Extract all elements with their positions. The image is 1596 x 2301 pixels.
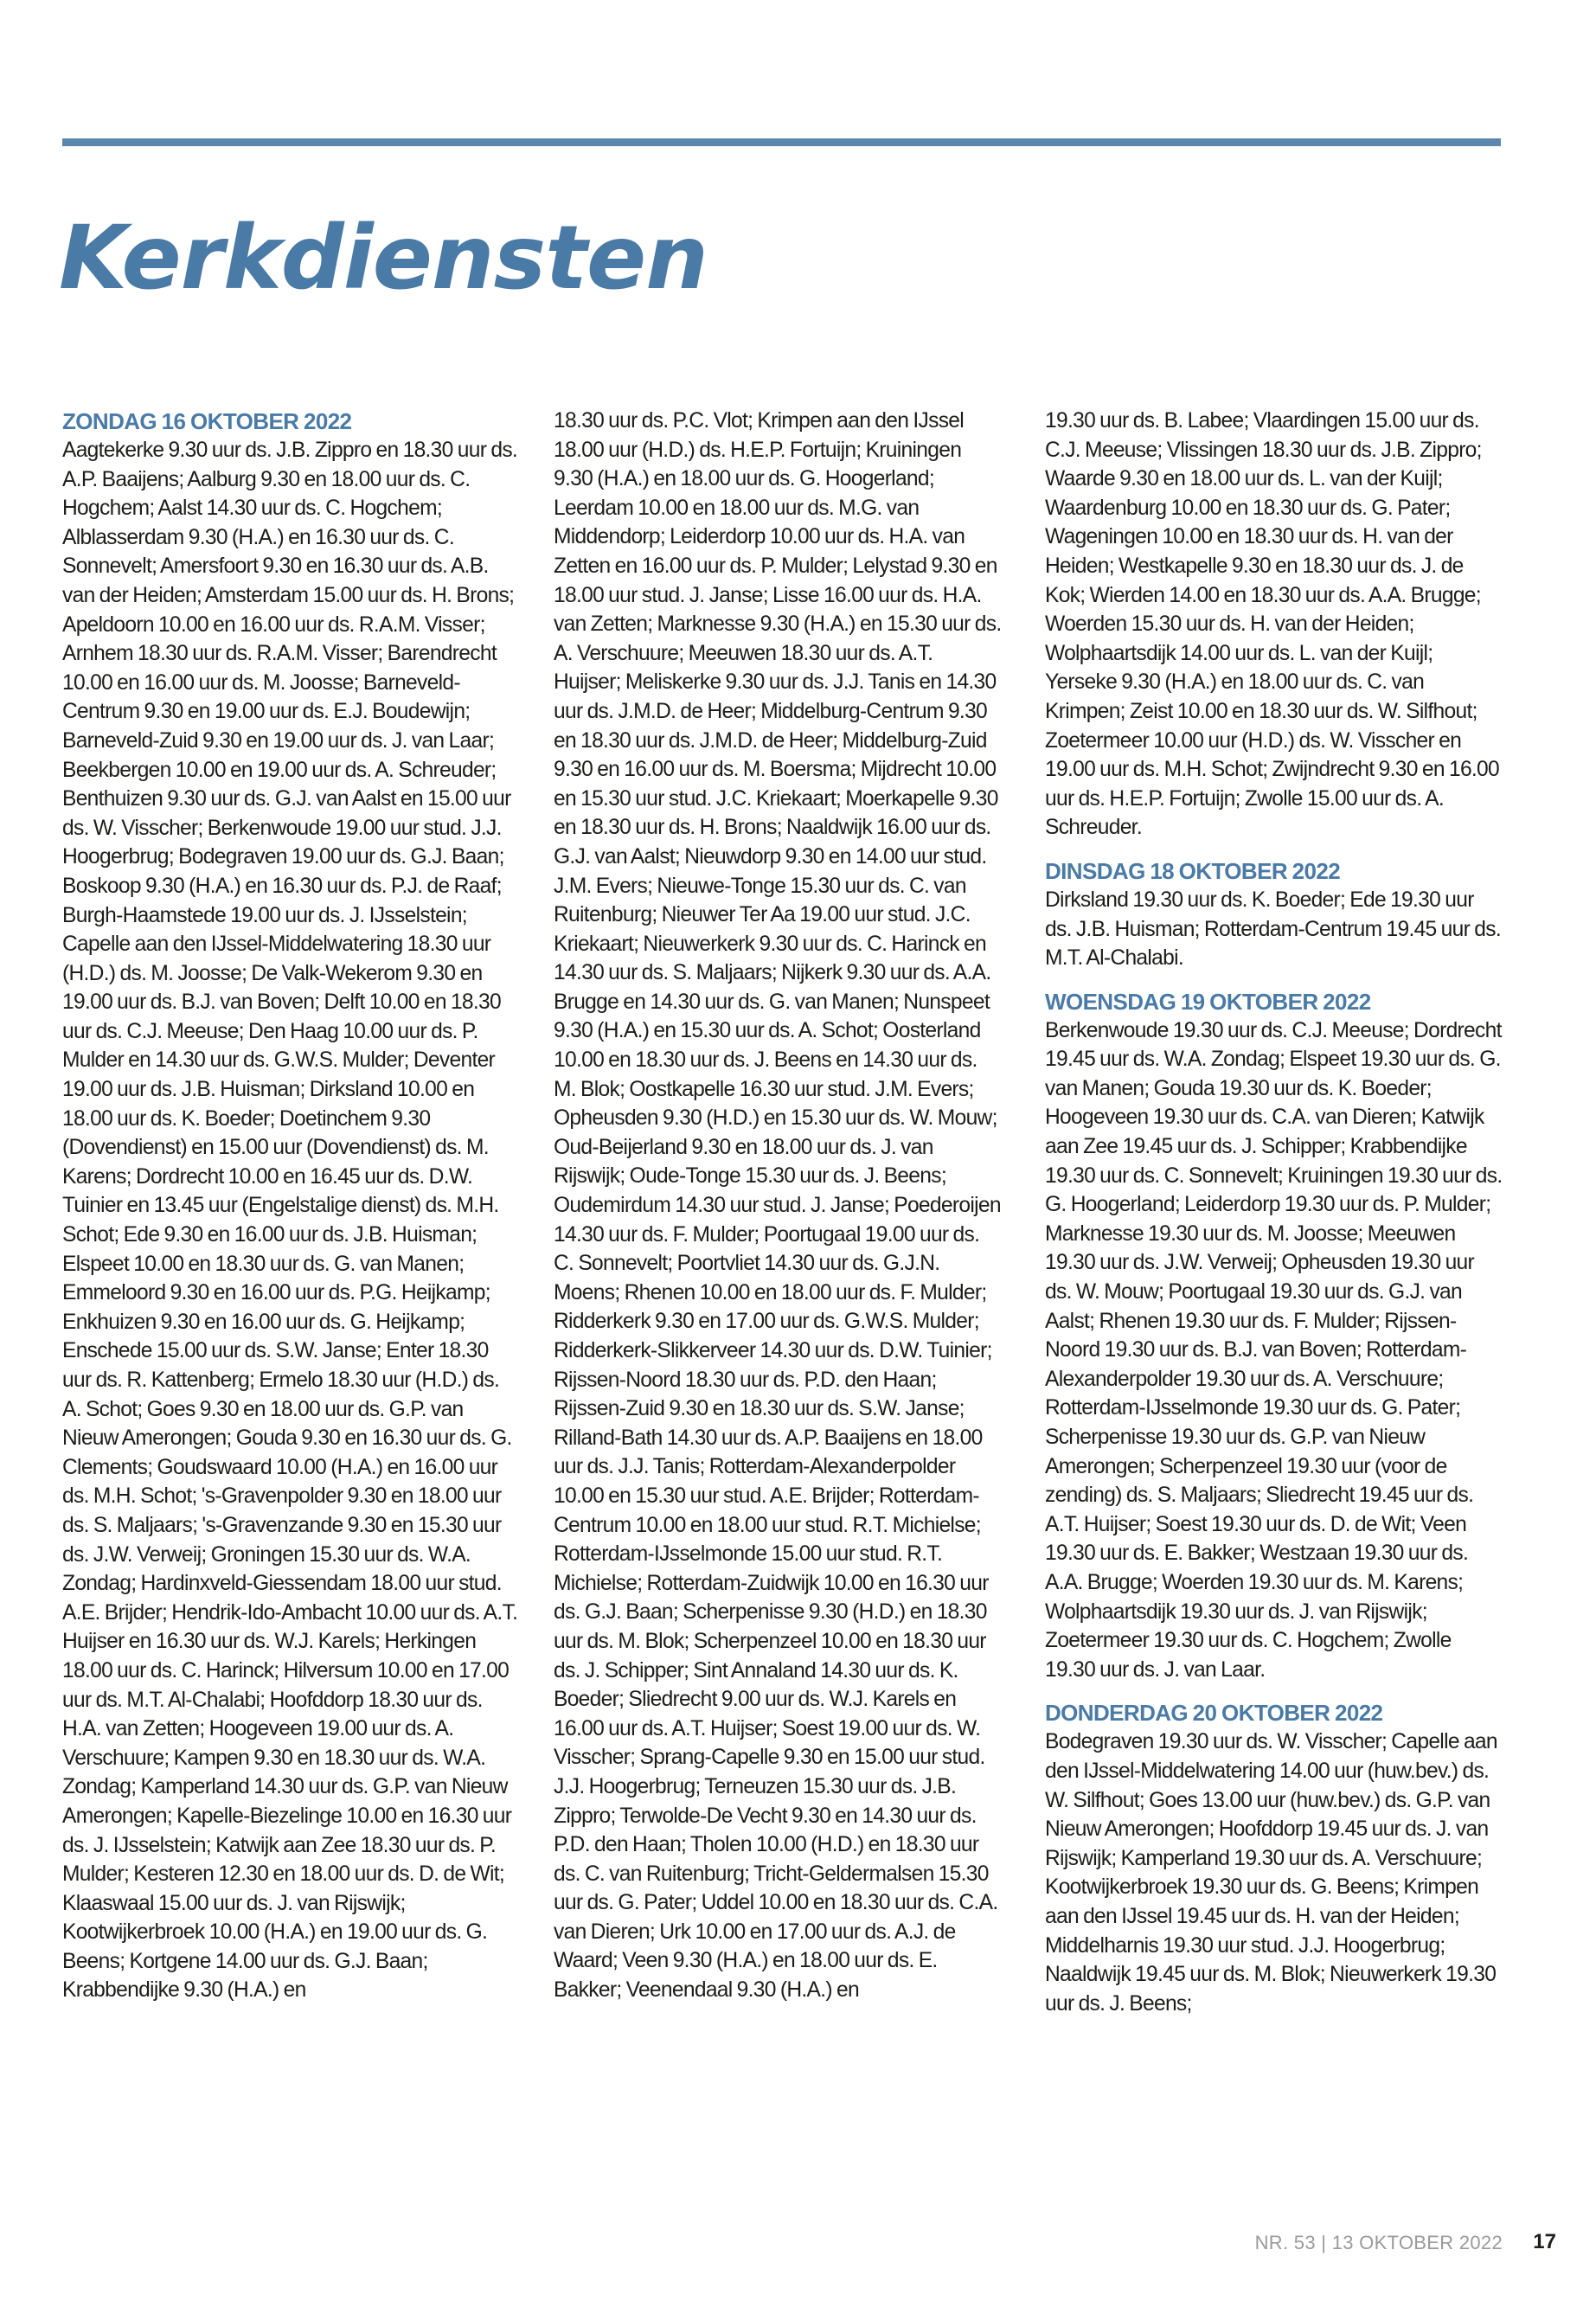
day-heading: WOENSDAG 19 OKTOBER 2022 <box>1045 988 1371 1015</box>
column-1 <box>62 407 521 2005</box>
day-heading: ZONDAG 16 OKTOBER 2022 <box>62 408 352 434</box>
service-list: 19.30 uur ds. B. Labee; Vlaardingen 15.00 uur ds. C.J. Meeuse; Vlissingen 18.30 uur ds. J.B. Zippro; Waarde 9.30 en 18.00 uur ds. L. van der Kuijl; Waardenburg 10.00 en 18.30 uur ds. G. Pater; Wageningen 10.00 en 18.30 uur ds. H. van der Heiden; Westkapelle 9.30 en 18.30 uur ds. J. de Kok; Wierden 14.00 en 18.30 uur ds. A.A. Brugge; Woerden 15.30 uur ds. H. van der Heiden; Wolphaartsdijk 14.00 uur ds. L. van der Kuijl; Yerseke 9.30 (H.A.) en 18.00 uur ds. C. van Krimpen; Zeist 10.00 en 18.30 uur ds. W. Silfhout; Zoetermeer 10.00 uur (H.D.) ds. W. Visscher en 19.00 uur ds. M.H. Schot; Zwijndrecht 9.30 en 16.00 uur ds. H.E.P. Fortuijn; Zwolle 15.00 uur ds. A. Schreuder. <box>1045 409 1500 840</box>
service-list: 18.30 uur ds. P.C. Vlot; Krimpen aan den IJssel 18.00 uur (H.D.) ds. H.E.P. Fortuijn; Kruiningen 9.30 (H.A.) en 18.00 uur ds. G. Hoogerland; Leerdam 10.00 en 18.00 uur ds. M.G. van Middendorp; Leiderdorp 10.00 uur ds. H.A. van Zetten en 16.00 uur ds. P. Mulder; Lelystad 9.30 en 18.00 uur stud. J. Janse; Lisse 16.00 uur ds. H.A. van Zetten; Marknesse 9.30 (H.A.) en 15.30 uur ds. A. Verschuure; Meeuwen 18.30 uur ds. A.T. Huijser; Meliskerke 9.30 uur ds. J.J. Tanis en 14.30 uur ds. J.M.D. de Heer; Middelburg-Centrum 9.30 en 18.30 uur ds. J.M.D. de Heer; Middelburg-Zuid 9.30 en 16.00 uur ds. M. Boersma; Mijdrecht 10.00 en 15.30 uur stud. J.C. Kriekaart; Moerkapelle 9.30 en 18.30 uur ds. H. Brons; Naaldwijk 16.00 uur ds. G.J. van Aalst; Nieuwdorp 9.30 en 14.00 uur stud. J.M. Evers; Nieuwe-Tonge 15.30 uur ds. C. van Ruitenburg; Nieuwer Ter Aa 19.00 uur stud. J.C. Kriekaart; Nieuwerkerk 9.30 uur ds. C. Harinck en 14.30 uur ds. S. Maljaars; Nijkerk 9.30 uur ds. A.A. Brugge en 14.30 uur ds. G. van Manen; Nunspeet 9.30 (H.A.) en 15.30 uur ds. A. Schot; Oosterland 10.00 en 18.30 uur ds. J. Beens en 14.30 uur ds. M. Blok; Oostkapelle 16.30 uur stud. J.M. Evers; Opheusden 9.30 (H.D.) en 15.30 uur ds. W. Mouw; Oud-Beijerland 9.30 en 18.00 uur ds. J. van Rijswijk; Oude-Tonge 15.30 uur ds. J. Beens; Oudemirdum 14.30 uur stud. J. Janse; Poederoijen 14.30 uur ds. F. Mulder; Poortugaal 19.00 uur ds. C. Sonnevelt; Poortvliet 14.30 uur ds. G.J.N. Moens; Rhenen 10.00 en 18.00 uur ds. F. Mulder; Ridderkerk 9.30 en 17.00 uur ds. G.W.S. Mulder; Ridderkerk-Slikkerveer 14.30 uur ds. D.W. Tuinier; Rijssen-Noord 18.30 uur ds. P.D. den Haan; Rijssen-Zuid 9.30 en 18.30 uur ds. S.W. Janse; Rilland-Bath 14.30 uur ds. A.P. Baaijens en 18.00 uur ds. J.J. Tanis; Rotterdam-Alexanderpolder 10.00 en 15.30 uur stud. A.E. Brijder; Rotterdam-Centrum 10.00 en 18.00 uur stud. R.T. Michielse; Rotterdam-IJsselmonde 15.00 uur stud. R.T. Michielse; Rotterdam-Zuidwijk 10.00 en 16.30 uur ds. G.J. Baan; Scherpenisse 9.30 (H.D.) en 18.30 uur ds. M. Blok; Scherpenzeel 10.00 en 18.30 uur ds. J. Schipper; Sint Annaland 14.30 uur ds. K. Boeder; Sliedrecht 9.00 uur ds. W.J. Karels en 16.00 uur ds. A.T. Huijser; Soest 19.00 uur ds. W. Visscher; Sprang-Capelle 9.30 en 15.00 uur stud. J.J. Hoogerbrug; Terneuzen 15.30 uur ds. J.B. Zippro; Terwolde-De Vecht 9.30 en 14.30 uur ds. P.D. den Haan; Tholen 10.00 (H.D.) en 18.30 uur ds. C. van Ruitenburg; Tricht-Geldermalsen 15.30 uur ds. G. Pater; Uddel 10.00 en 18.30 uur ds. C.A. van Dieren; Urk 10.00 en 17.00 uur ds. A.J. de Waard; Veen 9.30 (H.A.) en 18.00 uur ds. E. Bakker; Veenendaal 9.30 (H.A.) en <box>554 409 1002 2003</box>
service-list: Aagtekerke 9.30 uur ds. J.B. Zippro en 18.30 uur ds. A.P. Baaijens; Aalburg 9.30 en 18.00 uur ds. C. Hogchem; Aalst 14.30 uur ds. C. Hogchem; Alblasserdam 9.30 (H.A.) en 16.30 uur ds. C. Sonnevelt; Amersfoort 9.30 en 16.30 uur ds. A.B. van der Heiden; Amsterdam 15.00 uur ds. H. Brons; Apeldoorn 10.00 en 16.00 uur ds. R.A.M. Visser; Arnhem 18.30 uur ds. R.A.M. Visser; Barendrecht 10.00 en 16.00 uur ds. M. Joosse; Barneveld-Centrum 9.30 en 19.00 uur ds. E.J. Boudewijn; Barneveld-Zuid 9.30 en 19.00 uur ds. J. van Laar; Beekbergen 10.00 en 19.00 uur ds. A. Schreuder; Benthuizen 9.30 uur ds. G.J. van Aalst en 15.00 uur ds. W. Visscher; Berkenwoude 19.00 uur stud. J.J. Hoogerbrug; Bodegraven 19.00 uur ds. G.J. Baan; Boskoop 9.30 (H.A.) en 16.30 uur ds. P.J. de Raaf; Burgh-Haamstede 19.00 uur ds. J. IJsselstein; Capelle aan den IJssel-Middelwatering 18.30 uur (H.D.) ds. M. Joosse; De Valk-Wekerom 9.30 en 19.00 uur ds. B.J. van Boven; Delft 10.00 en 18.30 uur ds. C.J. Meeuse; Den Haag 10.00 uur ds. P. Mulder en 14.30 uur ds. G.W.S. Mulder; Deventer 19.00 uur ds. J.B. Huisman; Dirksland 10.00 en 18.00 uur ds. K. Boeder; Doetinchem 9.30 (Dovendienst) en 15.00 uur (Dovendienst) ds. M. Karens; Dordrecht 10.00 en 16.45 uur ds. D.W. Tuinier en 13.45 uur (Engelstalige dienst) ds. M.H. Schot; Ede 9.30 en 16.00 uur ds. J.B. Huisman; Elspeet 10.00 en 18.30 uur ds. G. van Manen; Emmeloord 9.30 en 16.00 uur ds. P.G. Heijkamp; Enkhuizen 9.30 en 16.00 uur ds. G. Heijkamp; Enschede 15.00 uur ds. S.W. Janse; Enter 18.30 uur ds. R. Kattenberg; Ermelo 18.30 uur (H.D.) ds. A. Schot; Goes 9.30 en 18.00 uur ds. G.P. van Nieuw Amerongen; Gouda 9.30 en 16.30 uur ds. G. Clements; Goudswaard 10.00 (H.A.) en 16.00 uur ds. M.H. Schot; 's-Gravenpolder 9.30 en 18.00 uur ds. S. Maljaars; 's-Gravenzande 9.30 en 15.30 uur ds. J.W. Verweij; Groningen 15.30 uur ds. W.A. Zondag; Hardinxveld-Giessendam 18.00 uur stud. A.E. Brijder; Hendrik-Ido-Ambacht 10.00 uur ds. A.T. Huijser en 16.30 uur ds. W.J. Karels; Herkingen 18.00 uur ds. C. Harinck; Hilversum 10.00 en 17.00 uur ds. M.T. Al-Chalabi; Hoofddorp 18.30 uur ds. H.A. van Zetten; Hoogeveen 19.00 uur ds. A. Verschuure; Kampen 9.30 en 18.30 uur ds. W.A. Zondag; Kamperland 14.30 uur ds. G.P. van Nieuw Amerongen; Kapelle-Biezelinge 10.00 en 16.30 uur ds. J. IJsselstein; Katwijk aan Zee 18.30 uur ds. P. Mulder; Kesteren 12.30 en 18.00 uur ds. D. de Wit; Klaaswaal 15.00 uur ds. J. van Rijswijk; Kootwijkerbroek 10.00 (H.A.) en 19.00 uur ds. G. Beens; Kortgene 14.00 uur ds. G.J. Baan; Krabbendijke 9.30 (H.A.) en <box>62 439 518 2003</box>
column-3 <box>1045 407 1503 2018</box>
day-block-thursday <box>1045 1698 1503 2018</box>
page-number: 17 <box>1533 2230 1556 2253</box>
day-block-tuesday <box>1045 856 1503 973</box>
day-heading: DINSDAG 18 OKTOBER 2022 <box>1045 857 1341 884</box>
service-list: Bodegraven 19.30 uur ds. W. Visscher; Capelle aan den IJssel-Middelwatering 14.00 uur (huw.bev.) ds. W. Silfhout; Goes 13.00 uur (huw.bev.) ds. G.P. van Nieuw Amerongen; Hoofddorp 19.45 uur ds. J. van Rijswijk; Kamperland 19.30 uur ds. A. Verschuure; Kootwijkerbroek 19.30 uur ds. G. Beens; Krimpen aan den IJssel 19.45 uur ds. H. van der Heiden; Middelharnis 19.30 uur stud. J.J. Hoogerbrug; Naaldwijk 19.45 uur ds. M. Blok; Nieuwerkerk 19.30 uur ds. J. Beens; <box>1045 1730 1497 2016</box>
day-block-sunday <box>62 407 521 2005</box>
page-title: Kerkdiensten <box>59 207 708 310</box>
service-list: Berkenwoude 19.30 uur ds. C.J. Meeuse; Dordrecht 19.45 uur ds. W.A. Zondag; Elspeet 19.30 uur ds. G. van Manen; Gouda 19.30 uur ds. K. Boeder; Hoogeveen 19.30 uur ds. C.A. van Dieren; Katwijk aan Zee 19.45 uur ds. J. Schipper; Krabbendijke 19.30 uur ds. C. Sonnevelt; Kruiningen 19.30 uur ds. G. Hoogerland; Leiderdorp 19.30 uur ds. P. Mulder; Marknesse 19.30 uur ds. M. Joosse; Meeuwen 19.30 uur ds. J.W. Verweij; Opheusden 19.30 uur ds. W. Mouw; Poortugaal 19.30 uur ds. G.J. van Aalst; Rhenen 19.30 uur ds. F. Mulder; Rijssen-Noord 19.30 uur ds. B.J. van Boven; Rotterdam-Alexanderpolder 19.30 uur ds. A. Verschuure; Rotterdam-IJsselmonde 19.30 uur ds. G. Pater; Scherpenisse 19.30 uur ds. G.P. van Nieuw Amerongen; Scherpenzeel 19.30 uur (voor de zending) ds. S. Maljaars; Sliedrecht 19.45 uur ds. A.T. Huijser; Soest 19.30 uur ds. D. de Wit; Veen 19.30 uur ds. E. Bakker; Westzaan 19.30 uur ds. A.A. Brugge; Woerden 19.30 uur ds. M. Karens; Wolphaartsdijk 19.30 uur ds. J. van Rijswijk; Zoetermeer 19.30 uur ds. C. Hogchem; Zwolle 19.30 uur ds. J. van Laar. <box>1045 1018 1503 1682</box>
day-block-wednesday <box>1045 987 1503 1685</box>
day-block-sunday-continued <box>1045 407 1503 843</box>
service-list: Dirksland 19.30 uur ds. K. Boeder; Ede 19.30 uur ds. J.B. Huisman; Rotterdam-Centrum 19.45 uur ds. M.T. Al-Chalabi. <box>1045 888 1501 971</box>
top-rule <box>62 138 1501 146</box>
day-block-sunday-continued <box>554 407 1003 2005</box>
day-heading: DONDERDAG 20 OKTOBER 2022 <box>1045 1700 1383 1727</box>
column-2 <box>554 407 1003 2005</box>
footer-issue-date: NR. 53 | 13 OKTOBER 2022 <box>1254 2232 1503 2253</box>
